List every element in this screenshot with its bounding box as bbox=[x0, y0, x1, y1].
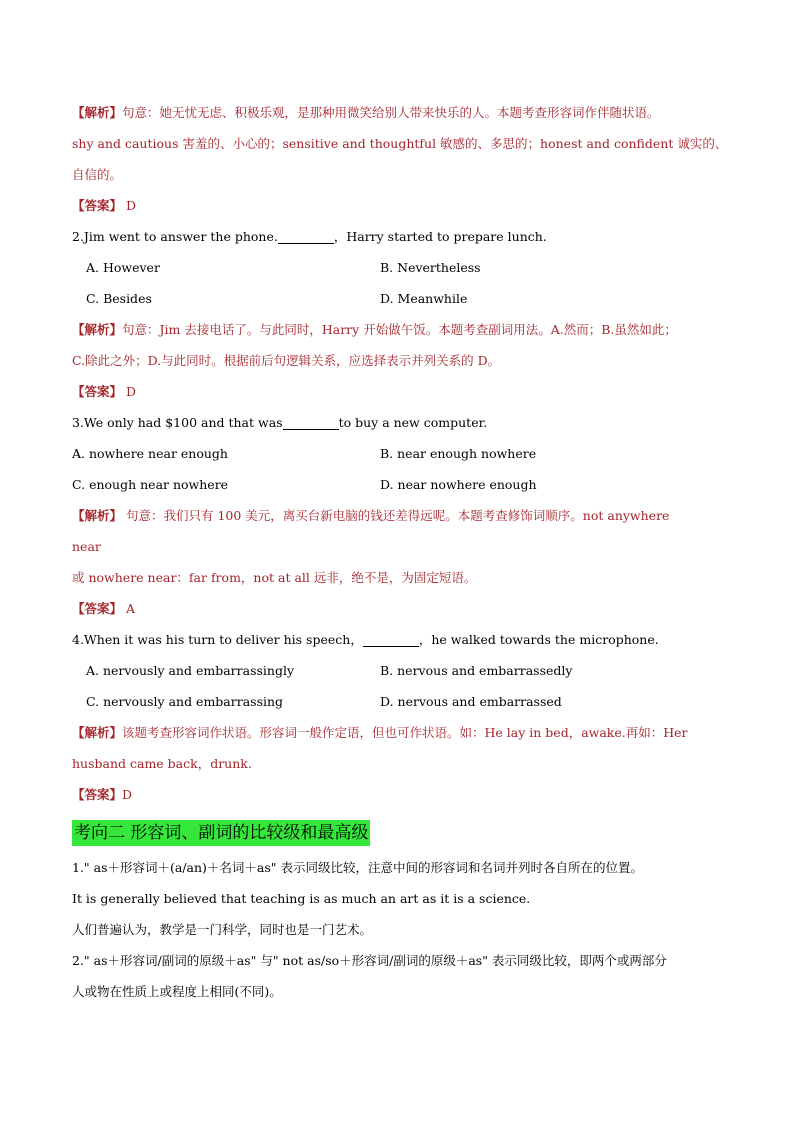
answer-value: D bbox=[122, 198, 137, 213]
q4-options-row-2 bbox=[72, 686, 732, 717]
analysis-tag: 【解析】 bbox=[72, 105, 123, 120]
section-paragraph-2: 2." as＋形容词/副词的原级＋as" 与" not as/so＋形容词/副词的原级＋as" 表示同级比较，即两个或两部分 bbox=[72, 953, 667, 968]
q2-analysis-line-2: C.除此之外；D.与此同时。根据前后句逻辑关系，应选择表示并列关系的 D。 bbox=[72, 353, 501, 368]
section-paragraph-2-cont: 人或物在性质上或程度上相同(不同)。 bbox=[72, 984, 282, 999]
q1-answer bbox=[72, 190, 732, 221]
stem-text: ，he walked towards the microphone. bbox=[418, 632, 659, 647]
q4-analysis-line bbox=[72, 717, 732, 748]
q3-stem bbox=[72, 407, 732, 438]
section-paragraph-1: 1." as＋形容词＋(a/an)＋名词＋as" 表示同级比较，注意中间的形容词和名词并列时各自所在的位置。 bbox=[72, 860, 644, 875]
section-example-cn: 人们普遍认为，教学是一门科学，同时也是一门艺术。 bbox=[72, 922, 373, 937]
document-page bbox=[72, 97, 732, 1007]
q3-options-row-1 bbox=[72, 438, 732, 469]
q1-analysis-line-2: shy and cautious 害羞的、小心的；sensitive and thoughtful 敏感的、多思的；honest and confident 诚实的、 bbox=[72, 136, 728, 151]
analysis-text: 句意：Jim 去接电话了。与此同时，Harry 开始做午饭。本题考查副词用法。A.然而；B.虽然如此； bbox=[122, 322, 677, 337]
stem-text: 2.Jim went to answer the phone. bbox=[72, 229, 278, 244]
q4-stem bbox=[72, 624, 732, 655]
answer-blank bbox=[283, 415, 339, 430]
q2-options-row-1 bbox=[72, 252, 732, 283]
q1-analysis-line bbox=[72, 97, 732, 128]
option-a: A. nervously and embarrassingly bbox=[86, 663, 295, 678]
stem-text: ，Harry started to prepare lunch. bbox=[333, 229, 547, 244]
answer-tag: 【答案】 bbox=[72, 787, 123, 802]
q3-answer bbox=[72, 593, 732, 624]
q3-analysis-line bbox=[72, 500, 732, 531]
q4-analysis-line-2: husband came back，drunk. bbox=[72, 756, 252, 771]
option-b: B. Nevertheless bbox=[380, 260, 481, 275]
section-heading: 考向二 形容词、副词的比较级和最高级 bbox=[72, 820, 370, 846]
q4-options-row-1 bbox=[72, 655, 732, 686]
answer-tag: 【答案】 bbox=[72, 198, 123, 213]
q2-analysis-line bbox=[72, 314, 732, 345]
option-c: C. nervously and embarrassing bbox=[86, 694, 284, 709]
q2-answer bbox=[72, 376, 732, 407]
option-b: B. nervous and embarrassedly bbox=[380, 663, 573, 678]
q3-options-row-2 bbox=[72, 469, 732, 500]
analysis-tag: 【解析】 bbox=[72, 322, 123, 337]
answer-tag: 【答案】 bbox=[72, 384, 123, 399]
q3-analysis-line-2: near bbox=[72, 539, 101, 554]
option-d: D. nervous and embarrassed bbox=[380, 694, 562, 709]
option-d: D. near nowhere enough bbox=[380, 477, 537, 492]
option-c: C. Besides bbox=[86, 291, 152, 306]
analysis-text: 句意：我们只有 100 美元，离买台新电脑的钱还差得远呢。本题考查修饰词顺序。not anywhere bbox=[122, 508, 670, 523]
q4-answer bbox=[72, 779, 732, 810]
answer-blank bbox=[278, 229, 334, 244]
stem-text: to buy a new computer. bbox=[338, 415, 488, 430]
analysis-text: 句意：她无忧无虑、积极乐观，是那种用微笑给别人带来快乐的人。本题考查形容词作伴随状语。 bbox=[122, 105, 660, 120]
answer-value: D bbox=[122, 384, 137, 399]
answer-tag: 【答案】 bbox=[72, 601, 123, 616]
option-c: C. enough near nowhere bbox=[72, 477, 229, 492]
option-d: D. Meanwhile bbox=[380, 291, 468, 306]
answer-value: D bbox=[122, 787, 133, 802]
stem-text: 4.When it was his turn to deliver his speech， bbox=[72, 632, 363, 647]
option-a: A. However bbox=[86, 260, 160, 275]
stem-text: 3.We only had $100 and that was bbox=[72, 415, 283, 430]
analysis-tag: 【解析】 bbox=[72, 725, 123, 740]
answer-blank bbox=[363, 632, 419, 647]
option-a: A. nowhere near enough bbox=[72, 446, 228, 461]
q2-options-row-2 bbox=[72, 283, 732, 314]
analysis-tag: 【解析】 bbox=[72, 508, 123, 523]
section-example-en: It is generally believed that teaching is as much an art as it is a science. bbox=[72, 891, 531, 906]
q3-analysis-line-3: 或 nowhere near：far from，not at all 远非，绝不是，为固定短语。 bbox=[72, 570, 477, 585]
q2-stem bbox=[72, 221, 732, 252]
q1-analysis-line-3: 自信的。 bbox=[72, 167, 123, 182]
option-b: B. near enough nowhere bbox=[380, 446, 537, 461]
answer-value: A bbox=[122, 601, 136, 616]
analysis-text: 该题考查形容词作状语。形容词一般作定语，但也可作状语。如：He lay in bed，awake.再如：Her bbox=[122, 725, 688, 740]
